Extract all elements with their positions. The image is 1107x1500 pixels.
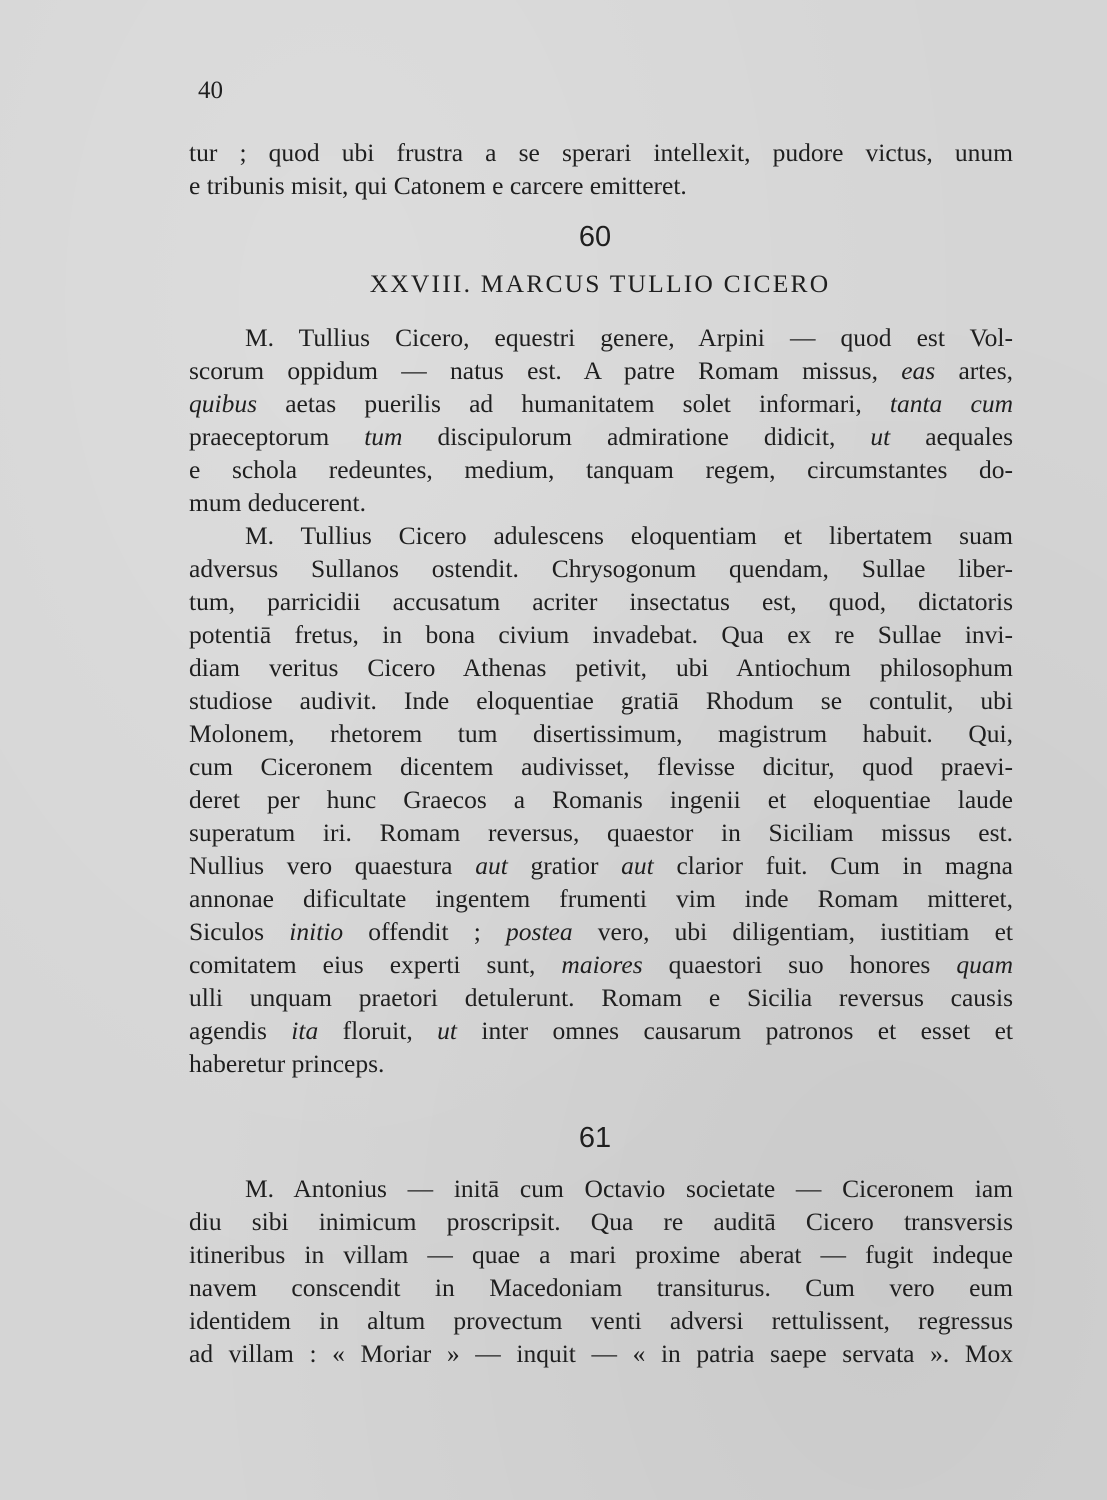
text-line: haberetur princeps. <box>189 1049 385 1078</box>
text-line: navem conscendit in Macedoniam transiturus. Cum vero eum <box>189 1273 1013 1302</box>
text-line: comitatem eius experti sunt, maiores quaestori suo honores quam <box>189 950 1013 979</box>
text-line: Molonem, rhetorem tum disertissimum, magistrum habuit. Qui, <box>189 719 1013 748</box>
text-line: Siculos initio offendit ; postea vero, ubi diligentiam, iustitiam et <box>189 917 1013 946</box>
text-line: ad villam : « Moriar » — inquit — « in patria saepe servata ». Mox <box>189 1339 1013 1368</box>
text-line: M. Tullius Cicero adulescens eloquentiam et libertatem suam <box>245 521 1013 550</box>
section-number: 60 <box>578 221 612 253</box>
text-line: M. Tullius Cicero, equestri genere, Arpini — quod est Vol- <box>245 323 1013 352</box>
text-line: praeceptorum tum discipulorum admiratione didicit, ut aequales <box>189 422 1013 451</box>
section-60-text <box>189 321 1013 1080</box>
page-number: 40 <box>198 77 223 104</box>
italic-term: maiores <box>561 950 643 979</box>
text-line: e tribunis misit, qui Catonem e carcere emitteret. <box>189 171 687 200</box>
italic-term: tanta cum <box>889 389 1013 418</box>
text-line: studiose audivit. Inde eloquentiae gratiā Rhodum se contulit, ubi <box>189 686 1013 715</box>
italic-term: eas <box>901 356 936 385</box>
italic-term: aut <box>621 851 654 880</box>
italic-term: ita <box>291 1016 319 1045</box>
italic-term: postea <box>506 917 573 946</box>
italic-term: ut <box>437 1016 457 1045</box>
text-line: annonae dificultate ingentem frumenti vim inde Romam mitteret, <box>189 884 1013 913</box>
text-line: e schola redeuntes, medium, tanquam regem, circumstantes do- <box>189 455 1013 484</box>
text-line: deret per hunc Graecos a Romanis ingenii et eloquentiae laude <box>189 785 1013 814</box>
text-line: diu sibi inimicum proscripsit. Qua re auditā Cicero transversis <box>189 1207 1013 1236</box>
text-line: mum deducerent. <box>189 488 367 517</box>
italic-term: ut <box>870 422 891 451</box>
text-line: itineribus in villam — quae a mari proxime aberat — fugit indeque <box>189 1240 1013 1269</box>
text-line: tum, parricidii accusatum acriter insectatus est, quod, dictatoris <box>189 587 1013 616</box>
text-line: scorum oppidum — natus est. A patre Romam missus, eas artes, <box>189 356 1014 385</box>
italic-term: initio <box>289 917 344 946</box>
intro-text <box>189 136 1013 202</box>
text-line: tur ; quod ubi frustra a se sperari intellexit, pudore victus, unum <box>189 138 1013 167</box>
text-line: identidem in altum provectum venti adversi rettulissent, regressus <box>189 1306 1013 1335</box>
section-number: 61 <box>578 1122 612 1154</box>
italic-term: quam <box>956 950 1013 979</box>
text-line: agendis ita floruit, ut inter omnes causarum patronos et esset et <box>189 1016 1013 1045</box>
text-line: quibus aetas puerilis ad humanitatem solet informari, tanta cum <box>189 389 1013 418</box>
text-line: diam veritus Cicero Athenas petivit, ubi Antiochum philosophum <box>189 653 1013 682</box>
italic-term: aut <box>475 851 508 880</box>
text-line: potentiā fretus, in bona civium invadebat. Qua ex re Sullae invi- <box>189 620 1013 649</box>
chapter-title: XXVIII. MARCUS TULLIO CICERO <box>369 269 831 298</box>
text-line: M. Antonius — initā cum Octavio societate — Ciceronem iam <box>245 1174 1013 1203</box>
text-line: ulli unquam praetori detulerunt. Romam e Sicilia reversus causis <box>189 983 1013 1012</box>
text-line: adversus Sullanos ostendit. Chrysogonum quendam, Sullae liber- <box>189 554 1013 583</box>
section-61-text <box>189 1172 1013 1370</box>
text-line: superatum iri. Romam reversus, quaestor in Siciliam missus est. <box>189 818 1013 847</box>
italic-term: tum <box>364 422 403 451</box>
italic-term: quibus <box>189 389 258 418</box>
text-line: Nullius vero quaestura aut gratior aut clarior fuit. Cum in magna <box>189 851 1013 880</box>
text-line: cum Ciceronem dicentem audivisset, flevisse dicitur, quod praevi- <box>189 752 1013 781</box>
